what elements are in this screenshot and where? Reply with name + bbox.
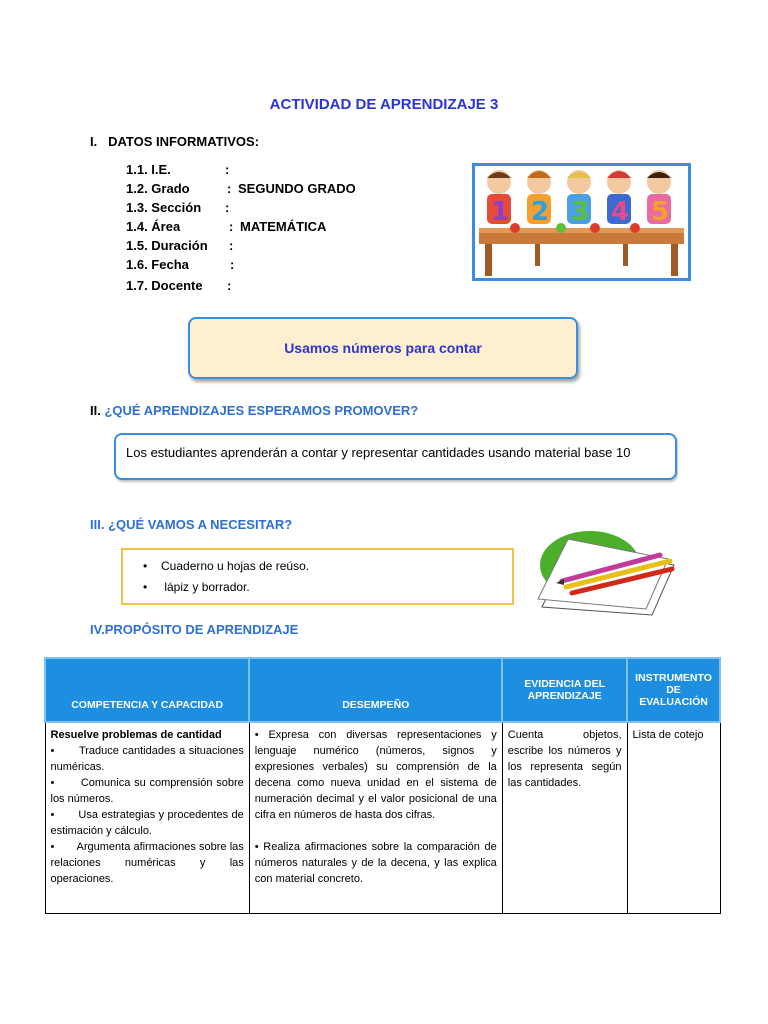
info-sep: :: [225, 162, 230, 177]
info-key: 1.7. Docente: [126, 278, 203, 293]
material-item: Cuaderno u hojas de reúso.: [161, 559, 310, 573]
list-item: • Usa estrategias y procedentes de estimación y cálculo.: [50, 809, 244, 837]
list-item: • Argumenta afirmaciones sobre las relaciones numéricas y las operaciones.: [50, 841, 244, 885]
section-4-label: PROPÓSITO DE APRENDIZAJE: [104, 622, 299, 637]
competencia-cell: [45, 722, 249, 914]
instrumento-cell: Lista de cotejo: [627, 722, 720, 914]
info-sep: :: [227, 278, 232, 293]
list-item: • Traduce cantidades a situaciones numéricas.: [50, 745, 244, 773]
learning-box: [114, 433, 677, 480]
list-item: • Cuaderno u hojas de reúso.: [143, 559, 310, 573]
info-sep: :: [225, 200, 230, 215]
paper-pencils-icon: [532, 525, 682, 617]
info-key: 1.5. Duración: [126, 238, 208, 253]
info-key: 1.1. I.E.: [126, 162, 171, 177]
list-item: • Comunica su comprensión sobre los números.: [50, 777, 244, 805]
info-row-grado: [126, 181, 456, 199]
info-key: 1.6. Fecha: [126, 257, 189, 272]
desempeno-text: • Realiza afirmaciones sobre la comparación de números naturales y de la decena, y las explica con material concreto.: [254, 841, 497, 885]
col-header-desempeno: DESEMPEÑO: [249, 658, 502, 722]
kids-illustration: [472, 163, 691, 281]
desempeno-text: • Expresa con diversas representaciones y lenguaje numérico (números, signos y expresiones verbales) su comprensión de la decena como nueva unidad en el sistema de numeración decimal y el valor posicional de una cifra en números de hasta dos cifras.: [254, 729, 497, 821]
info-row-area: [126, 219, 456, 237]
page-title: ACTIVIDAD DE APRENDIZAJE 3: [269, 96, 499, 113]
info-value: MATEMÁTICA: [240, 219, 327, 234]
info-sep: :: [229, 238, 234, 253]
table-header-row: [45, 658, 720, 722]
section-3-heading: [90, 517, 292, 532]
section-1-number: I.: [90, 134, 98, 149]
col-header-evidencia: EVIDENCIA DEL APRENDIZAJE: [502, 658, 627, 722]
section-2-label: ¿QUÉ APRENDIZAJES ESPERAMOS PROMOVER?: [104, 403, 419, 418]
capacidad-text: Comunica su comprensión sobre los números.: [50, 777, 244, 805]
col-header-instrumento: INSTRUMENTO DE EVALUACIÓN: [627, 658, 720, 722]
svg-text:2: 2: [531, 197, 550, 227]
capacidad-text: Argumenta afirmaciones sobre las relaciones numéricas y las operaciones.: [50, 841, 244, 885]
topic-text: Usamos números para contar: [284, 340, 482, 356]
svg-text:4: 4: [611, 197, 630, 227]
section-3-label: ¿QUÉ VAMOS A NECESITAR?: [108, 517, 293, 532]
list-item: • lápiz y borrador.: [143, 580, 250, 594]
svg-text:5: 5: [651, 197, 670, 227]
section-2-number: II.: [90, 403, 101, 418]
info-sep: :: [229, 219, 234, 234]
section-1-heading: [90, 134, 259, 149]
info-row-duracion: [126, 238, 456, 256]
svg-text:3: 3: [571, 197, 590, 227]
info-row-docente: [126, 278, 456, 296]
capacidad-text: Usa estrategias y procedentes de estimación y cálculo.: [50, 809, 244, 837]
section-2-heading: [90, 403, 418, 418]
learning-text: Los estudiantes aprenderán a contar y representar cantidades usando material base 10: [126, 445, 631, 460]
info-row-seccion: [126, 200, 456, 218]
info-key: 1.3. Sección: [126, 200, 202, 215]
info-key: 1.4. Área: [126, 219, 181, 234]
desempeno-cell: [249, 722, 502, 914]
purpose-table: [44, 657, 721, 914]
material-item: lápiz y borrador.: [164, 580, 250, 594]
topic-box: [188, 317, 578, 379]
col-header-competencia: COMPETENCIA Y CAPACIDAD: [45, 658, 249, 722]
table-row: [45, 722, 720, 914]
evidencia-cell: Cuenta objetos, escribe los números y los representa según las cantidades.: [502, 722, 627, 914]
info-sep: :: [230, 257, 235, 272]
info-value: SEGUNDO GRADO: [238, 181, 356, 196]
kids-with-numbers-icon: [475, 166, 688, 278]
section-1-label: DATOS INFORMATIVOS:: [108, 134, 260, 149]
section-4-heading: [90, 622, 298, 637]
svg-text:1: 1: [491, 197, 510, 227]
section-3-number: III.: [90, 517, 105, 532]
section-4-number: IV.: [90, 622, 105, 637]
info-sep: :: [227, 181, 232, 196]
capacidad-text: Traduce cantidades a situaciones numéricas.: [50, 745, 244, 773]
info-row-fecha: [126, 257, 456, 275]
materials-box: [121, 548, 514, 605]
info-key: 1.2. Grado: [126, 181, 190, 196]
competencia-title: Resuelve problemas de cantidad: [50, 729, 222, 741]
info-row-ie: [126, 162, 456, 180]
